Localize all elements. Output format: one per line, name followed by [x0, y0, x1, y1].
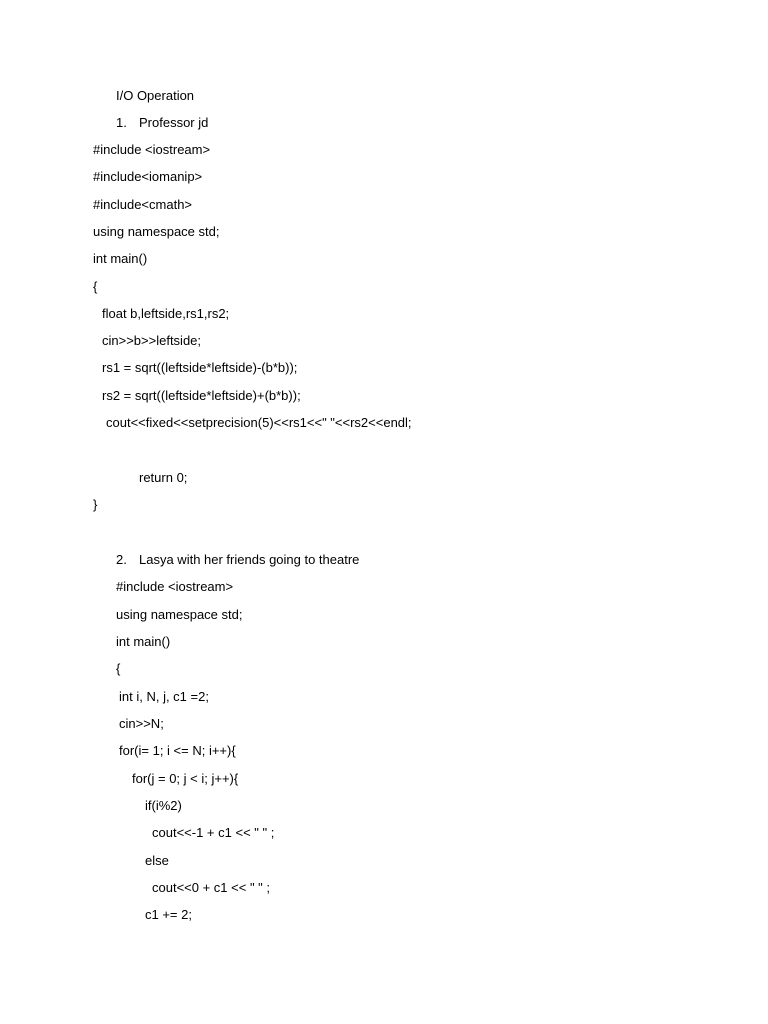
- code-line: for(j = 0; j < i; j++){: [132, 771, 239, 786]
- code-line: float b,leftside,rs1,rs2;: [102, 306, 230, 321]
- code-line: #include<iomanip>: [93, 169, 203, 184]
- code-line: }: [93, 497, 98, 512]
- code-line: int i, N, j, c1 =2;: [119, 689, 209, 704]
- code-line: cout<<-1 + c1 << " " ;: [152, 825, 275, 840]
- code-line: c1 += 2;: [145, 907, 192, 922]
- code-line: #include <iostream>: [116, 579, 234, 594]
- code-line: cout<<fixed<<setprecision(5)<<rs1<<" "<<rs2<<endl;: [106, 415, 412, 430]
- code-line: using namespace std;: [116, 607, 243, 622]
- code-line: if(i%2): [145, 798, 182, 813]
- code-line: int main(): [93, 251, 148, 266]
- code-line: {: [93, 279, 98, 294]
- section-title: I/O Operation: [116, 88, 195, 103]
- code-line: #include <iostream>: [93, 142, 211, 157]
- code-line: rs1 = sqrt((leftside*leftside)-(b*b));: [102, 360, 298, 375]
- code-line: rs2 = sqrt((leftside*leftside)+(b*b));: [102, 388, 301, 403]
- code-line: {: [116, 661, 121, 676]
- code-line: return 0;: [139, 470, 188, 485]
- code-line: cin>>N;: [119, 716, 164, 731]
- code-line: int main(): [116, 634, 171, 649]
- problem1-number: 1.: [116, 115, 127, 130]
- problem2-title: Lasya with her friends going to theatre: [139, 552, 360, 567]
- code-line: using namespace std;: [93, 224, 220, 239]
- code-line: cin>>b>>leftside;: [102, 333, 202, 348]
- code-line: for(i= 1; i <= N; i++){: [119, 743, 236, 758]
- problem1-title: Professor jd: [139, 115, 209, 130]
- code-line: else: [145, 853, 169, 868]
- code-line: cout<<0 + c1 << " " ;: [152, 880, 271, 895]
- code-line: #include<cmath>: [93, 197, 193, 212]
- problem2-number: 2.: [116, 552, 127, 567]
